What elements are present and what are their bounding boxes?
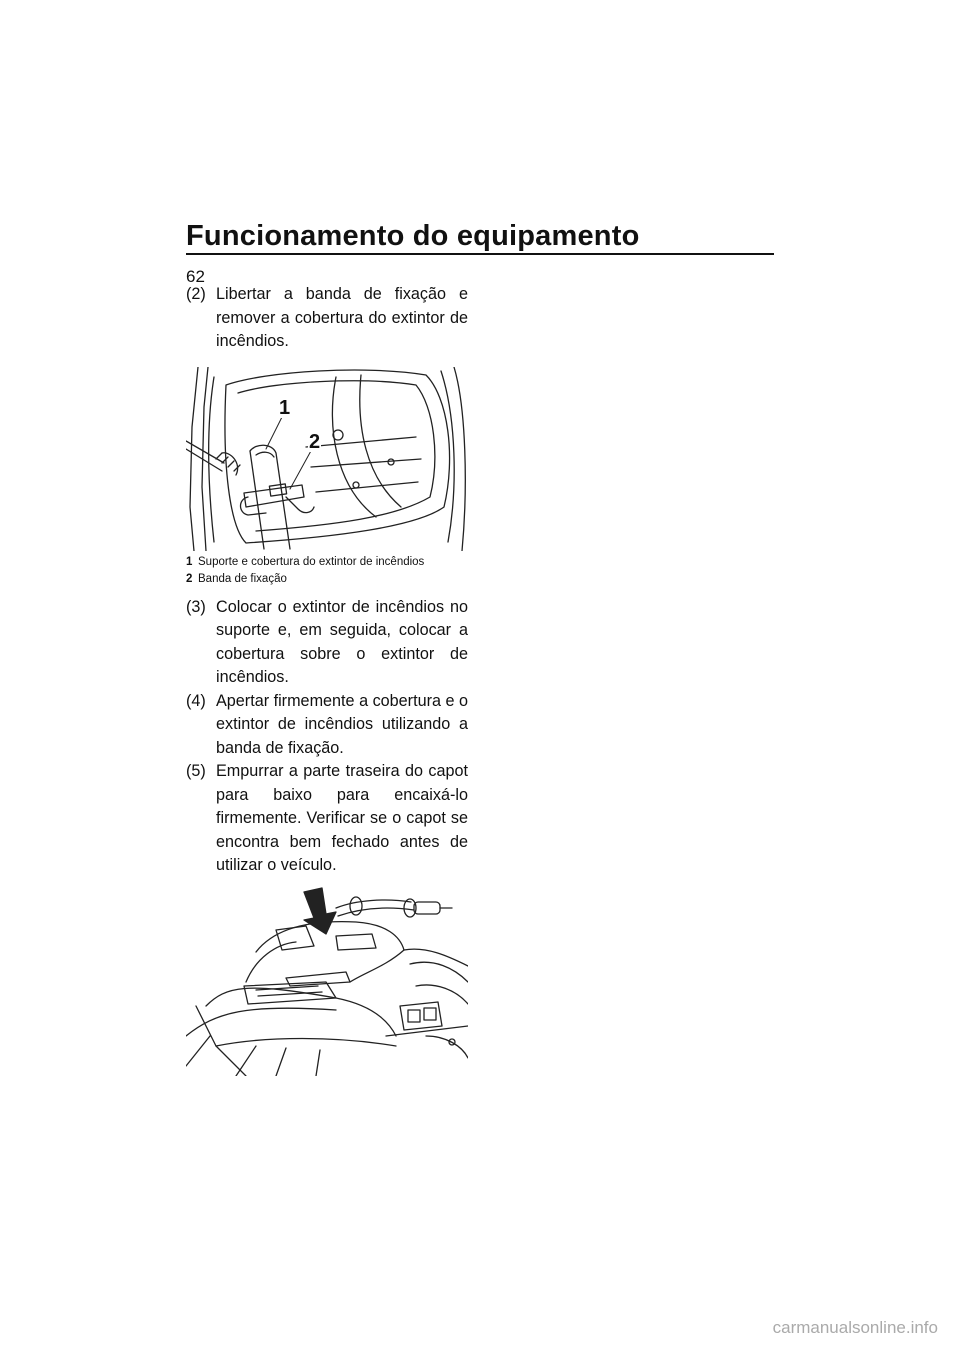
- caption-number: 1: [186, 555, 193, 568]
- step-text: Empurrar a parte traseira do capot para baixo para encaixá-lo firmemente. Verificar se o capot se encontra bem fechado antes de utilizar o veículo.: [216, 762, 468, 874]
- caption-number: 2: [186, 572, 193, 585]
- step-text: Libertar a banda de fixação e remover a cobertura do extintor de incêndios.: [216, 285, 468, 350]
- page-title: Funcionamento do equipamento: [186, 220, 640, 252]
- callout-1: 1: [279, 396, 291, 419]
- step-4: [186, 690, 468, 761]
- figure-captions: [186, 556, 468, 586]
- step-text: Apertar firmemente a cobertura e o extintor de incêndios utilizando a banda de fixação.: [216, 691, 468, 757]
- fire-extinguisher-illustration: [186, 367, 468, 551]
- page-number: 62: [186, 267, 205, 286]
- step-2: [186, 283, 468, 354]
- caption-text: Banda de fixação: [198, 572, 287, 585]
- caption-text: Suporte e cobertura do extintor de incêndios: [198, 555, 425, 568]
- step-number: (4): [186, 691, 206, 710]
- callout-2: 2: [309, 430, 321, 453]
- hood-closing-illustration: [186, 886, 468, 1076]
- step-3: [186, 596, 468, 690]
- step-text: Colocar o extintor de incêndios no suporte e, em seguida, colocar a cobertura sobre o extintor de incêndios.: [216, 597, 468, 686]
- step-number: (3): [186, 597, 206, 616]
- step-number: (5): [186, 762, 206, 780]
- caption-item: [186, 573, 468, 586]
- content-column: [186, 283, 468, 1076]
- step-number: (2): [186, 285, 206, 303]
- title-rule: [186, 253, 774, 255]
- step-5: [186, 760, 468, 878]
- caption-item: [186, 556, 468, 569]
- watermark: carmanualsonline.info: [772, 1318, 938, 1337]
